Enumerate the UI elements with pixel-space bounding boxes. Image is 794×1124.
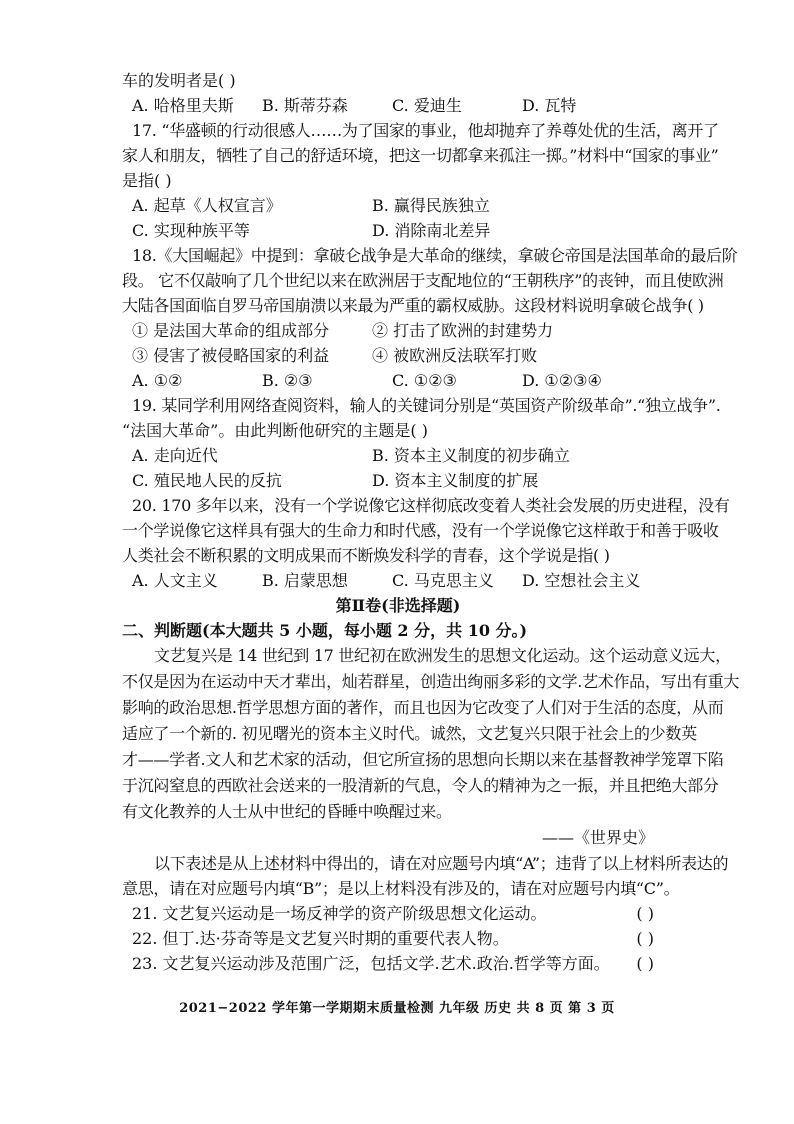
q19-stem-line-1: 19. 某同学利用网络查阅资料，输人的关键词分别是“英国资产阶级革命”.“独立战争”.	[132, 396, 721, 415]
part-2-title: 二、判断题(本大题共 5 小题，每小题 2 分，共 10 分。)	[122, 621, 528, 640]
passage-line-6: 于沉闷窒息的西欧社会送来的一股清新的气息，令人的精神为之一振，并且把绝大部分	[122, 776, 719, 795]
passage	[122, 643, 740, 851]
q20-options	[122, 568, 674, 593]
q17-options-row-2	[122, 218, 674, 243]
q18-item-3: ③ 侵害了被侵略国家的利益	[132, 346, 330, 365]
judgment-21-text: 21. 文艺复兴运动是一场反神学的资产阶级思想文化运动。	[132, 904, 547, 923]
q16-stem: 车的发明者是( )	[122, 71, 236, 90]
passage-line-1: 文艺复兴是 14 世纪到 17 世纪初在欧洲发生的思想文化运动。这个运动意义远大，	[154, 646, 731, 665]
q17-options-row-1	[122, 193, 674, 218]
q17-stem-line-1: 17. “华盛顿的行动很感人……为了国家的事业，他却抛弃了养尊处优的生活，离开了	[132, 121, 719, 140]
q18-option-a: A. ①②	[132, 371, 183, 390]
passage-line-3: 影响的政治思想.哲学思想方面的著作，而且也因为它改变了人们对于生活的态度，从而	[122, 698, 724, 717]
q19-stem-line-2: “法国大革命”。由此判断他研究的主题是( )	[122, 421, 428, 440]
q20-stem-line-3: 人类社会不断积累的文明成果而不断焕发科学的青春，这个学说是指( )	[122, 546, 610, 565]
q18-option-b: B. ②③	[262, 371, 313, 390]
q18-options	[122, 368, 674, 393]
q19-options-row-1	[122, 443, 674, 468]
q20-option-d: D. 空想社会主义	[522, 571, 641, 590]
q17-option-c: C. 实现种族平等	[132, 221, 250, 240]
q18-option-d: D. ①②③④	[522, 371, 602, 390]
q18-item-2: ② 打击了欧洲的封建势力	[372, 321, 554, 340]
q18-item-4: ④ 被欧洲反法联军打败	[372, 346, 538, 365]
q17-option-b: B. 赢得民族独立	[372, 196, 490, 215]
passage-line-7: 有文化教养的人士从中世纪的昏睡中唤醒过来。	[122, 802, 452, 821]
page-footer: 2021−2022 学年第一学期期末质量检测 九年级 历史 共 8 页 第 3 页	[179, 1001, 615, 1016]
q18-items-row-1	[122, 318, 674, 343]
q18-stem-line-1: 18.《大国崛起》中提到：拿破仑战争是大革命的继续，拿破仑帝国是法国革命的最后阶	[132, 246, 738, 265]
judgment-22-text: 22. 但丁.达·芬奇等是文艺复兴时期的重要代表人物。	[132, 929, 509, 948]
q18-item-1: ① 是法国大革命的组成部分	[132, 321, 330, 340]
q16-option-a: A. 哈格里夫斯	[132, 96, 234, 115]
q16-option-d: D. 瓦特	[522, 96, 577, 115]
instruction-line-2: 意思，请在对应题号内填“B”；是以上材料没有涉及的，请在对应题号内填“C”。	[122, 879, 680, 898]
q18-items-row-2	[122, 343, 674, 368]
q17-stem-line-2: 家人和朋友，牺牲了自己的舒适环境，把这一切都拿来孤注一掷。”材料中“国家的事业”	[122, 146, 719, 165]
q18-stem-line-2: 段。 它不仅敲响了几个世纪以来在欧洲居于支配地位的“王朝秩序”的丧钟，而且使欧洲	[122, 271, 724, 290]
q17-option-a: A. 起草《人权宣言》	[132, 196, 282, 215]
judgment-21	[122, 901, 674, 926]
q20-stem-line-1: 20. 170 多年以来，没有一个学说像它这样彻底改变着人类社会发展的历史进程，没有	[132, 496, 730, 515]
q16-option-b: B. 斯蒂芬森	[262, 96, 348, 115]
q17-option-d: D. 消除南北差异	[372, 221, 491, 240]
q19-options-row-2	[122, 468, 674, 493]
section-2-title: 第Ⅱ卷(非选择题)	[335, 596, 461, 615]
q18-option-c: C. ①②③	[392, 371, 457, 390]
judgment-22	[122, 926, 674, 951]
q16-options	[122, 93, 674, 118]
judgment-21-answer-blank[interactable]: ( )	[636, 904, 654, 923]
q20-stem-line-2: 一个学说像它这样具有强大的生命力和时代感，没有一个学说像它这样敢于和善于吸收	[122, 521, 719, 540]
passage-line-5: 才——学者.文人和艺术家的活动，但它所宣扬的思想向长期以来在基督教神学笼罩下陷	[122, 750, 724, 769]
judgment-22-answer-blank[interactable]: ( )	[636, 929, 654, 948]
q18-stem-line-3: 大陆各国面临自罗马帝国崩溃以来最为严重的霸权威胁。这段材料说明拿破仑战争( )	[122, 296, 704, 315]
q20-option-a: A. 人文主义	[132, 571, 218, 590]
q20-option-c: C. 马克思主义	[392, 571, 494, 590]
passage-line-2: 不仅是因为在运动中天才辈出，灿若群星，创造出绚丽多彩的文学.艺术作品，写出有重大	[122, 672, 740, 691]
judgment-23-answer-blank[interactable]: ( )	[636, 954, 654, 973]
q16-option-c: C. 爱迪生	[392, 96, 462, 115]
q20-option-b: B. 启蒙思想	[262, 571, 348, 590]
q19-option-d: D. 资本主义制度的扩展	[372, 471, 539, 490]
passage-source: ——《世界史》	[541, 828, 654, 847]
judgment-23	[122, 951, 674, 976]
q19-option-b: B. 资本主义制度的初步确立	[372, 446, 570, 465]
q17-stem-line-3: 是指( )	[122, 171, 172, 190]
judgment-23-text: 23. 文艺复兴运动涉及范围广泛，包括文学.艺术.政治.哲学等方面。	[132, 954, 610, 973]
instruction-line-1: 以下表述是从上述材料中得出的，请在对应题号内填“A”；违背了以上材料所表达的	[154, 854, 729, 873]
q19-option-c: C. 殖民地人民的反抗	[132, 471, 282, 490]
q19-option-a: A. 走向近代	[132, 446, 218, 465]
passage-line-4: 适应了一个新的. 初见曙光的资本主义时代。诚然，文艺复兴只限于社会上的少数英	[122, 724, 697, 743]
